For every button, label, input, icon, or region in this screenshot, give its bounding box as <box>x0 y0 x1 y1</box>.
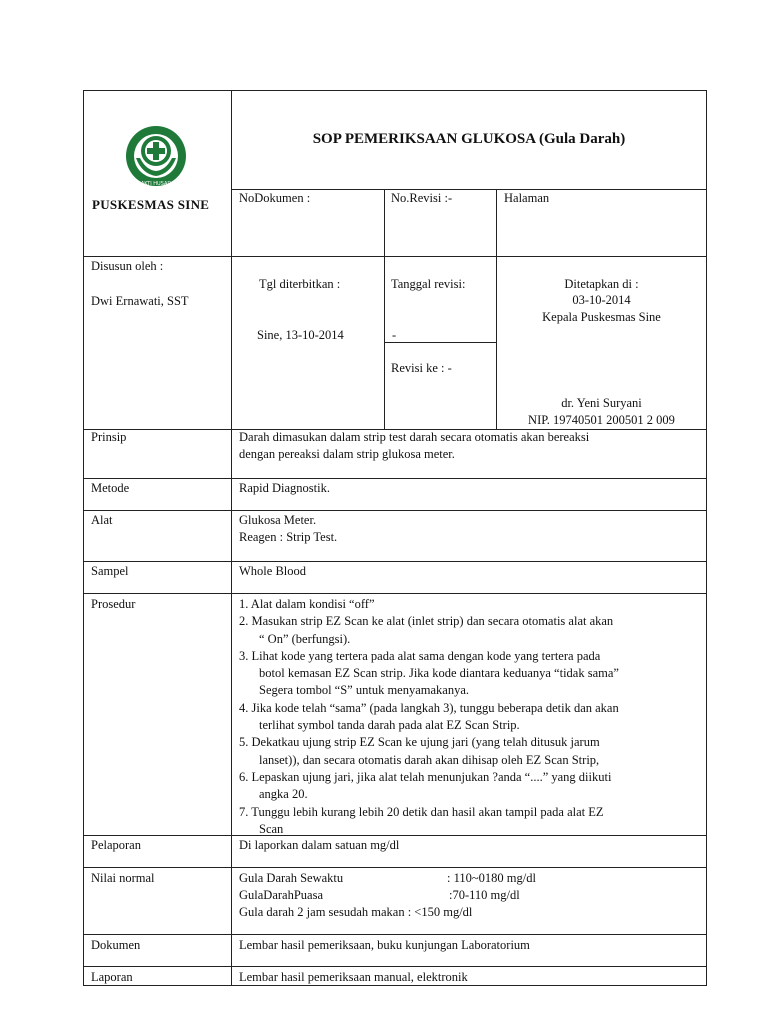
tanggal-revisi-value: - <box>392 328 397 342</box>
prosedur-line: lanset)), dan secara otomatis darah akan dihisap oleh EZ Scan Strip, <box>259 752 600 767</box>
prosedur-line: botol kemasan EZ Scan strip. Jika kode diantara keduanya “tidak sama” <box>259 666 619 681</box>
prosedur-label: Prosedur <box>91 597 136 611</box>
nilai-r2-value: :70-110 mg/dl <box>449 888 520 902</box>
dokumen-value: Lembar hasil pemeriksaan, buku kunjungan Laboratorium <box>239 938 530 952</box>
signer-name: dr. Yeni Suryani <box>561 396 642 410</box>
disusun-label: Disusun oleh : <box>91 259 164 273</box>
prosedur-line: Segera tombol “S” untuk menyamakanya. <box>259 683 470 698</box>
metode-label: Metode <box>91 481 130 495</box>
nilai-r2-name: GulaDarahPuasa <box>239 888 323 902</box>
sampel-label: Sampel <box>91 564 129 578</box>
prinsip-label: Prinsip <box>91 430 127 444</box>
no-dokumen: NoDokumen : <box>239 191 311 205</box>
prosedur-line: “ On” (berfungsi). <box>259 631 351 646</box>
prosedur-line: 2. Masukan strip EZ Scan ke alat (inlet strip) dan secara otomatis alat akan <box>239 614 614 629</box>
tanggal-revisi-label: Tanggal revisi: <box>391 277 466 291</box>
prosedur-line: terlihat symbol tanda darah pada alat EZ Scan Strip. <box>259 718 520 733</box>
alat-line-1: Glukosa Meter. <box>239 513 317 527</box>
prosedur-line: 7. Tunggu lebih kurang lebih 20 detik dan hasil akan tampil pada alat EZ <box>239 804 604 819</box>
halaman: Halaman <box>504 191 550 205</box>
prinsip-line-2: dengan pereaksi dalam strip glukosa meter. <box>239 447 455 461</box>
nilai-normal-label: Nilai normal <box>91 871 155 885</box>
bakti-husada-logo <box>124 124 188 188</box>
alat-line-2: Reagen : Strip Test. <box>239 530 338 544</box>
nilai-r1-value: : 110~0180 mg/dl <box>447 871 536 885</box>
logo-text: BAKTI HUSADA <box>137 181 175 187</box>
page-title: SOP PEMERIKSAAN GLUKOSA (Gula Darah) <box>312 131 626 147</box>
prosedur-line: 6. Lepaskan ujung jari, jika alat telah menunjukan ?anda “....” yang diikuti <box>239 769 612 784</box>
pelaporan-label: Pelaporan <box>91 838 141 852</box>
ditetapkan-label: Ditetapkan di : <box>564 277 639 291</box>
dokumen-label: Dokumen <box>91 938 141 952</box>
metode-value: Rapid Diagnostik. <box>239 481 330 495</box>
prosedur-line: 1. Alat dalam kondisi “off” <box>239 597 375 611</box>
pelaporan-value: Di laporkan dalam satuan mg/dl <box>239 838 400 852</box>
prosedur-line: angka 20. <box>259 787 308 802</box>
organization-name: PUSKESMAS SINE <box>92 197 210 212</box>
sampel-value: Whole Blood <box>239 564 307 578</box>
no-revisi: No.Revisi :- <box>391 191 453 205</box>
nilai-r1-name: Gula Darah Sewaktu <box>239 871 344 885</box>
laporan-label: Laporan <box>91 970 133 984</box>
ditetapkan-date: 03-10-2014 <box>572 293 631 307</box>
disusun-name: Dwi Ernawati, SST <box>91 294 189 308</box>
prosedur-list <box>239 596 619 838</box>
alat-label: Alat <box>91 513 113 527</box>
prinsip-line-1: Darah dimasukan dalam strip test darah secara otomatis akan bereaksi <box>239 430 590 444</box>
revisi-ke: Revisi ke : - <box>391 361 452 375</box>
signer-nip: NIP. 19740501 200501 2 009 <box>528 413 675 427</box>
ditetapkan-role: Kepala Puskesmas Sine <box>542 310 661 324</box>
nilai-r3: Gula darah 2 jam sesudah makan : <150 mg/dl <box>239 905 473 919</box>
prosedur-line: 4. Jika kode telah “sama” (pada langkah 3), tunggu beberapa detik dan akan <box>239 700 619 715</box>
laporan-value: Lembar hasil pemeriksaan manual, elektronik <box>239 970 468 984</box>
tgl-diterbitkan-value: Sine, 13-10-2014 <box>257 328 344 342</box>
prosedur-line: 3. Lihat kode yang tertera pada alat sama dengan kode yang tertera pada <box>239 648 601 663</box>
prosedur-line: Scan <box>259 821 284 836</box>
prosedur-line: 5. Dekatkau ujung strip EZ Scan ke ujung jari (yang telah ditusuk jarum <box>239 735 600 750</box>
tgl-diterbitkan-label: Tgl diterbitkan : <box>259 277 341 291</box>
